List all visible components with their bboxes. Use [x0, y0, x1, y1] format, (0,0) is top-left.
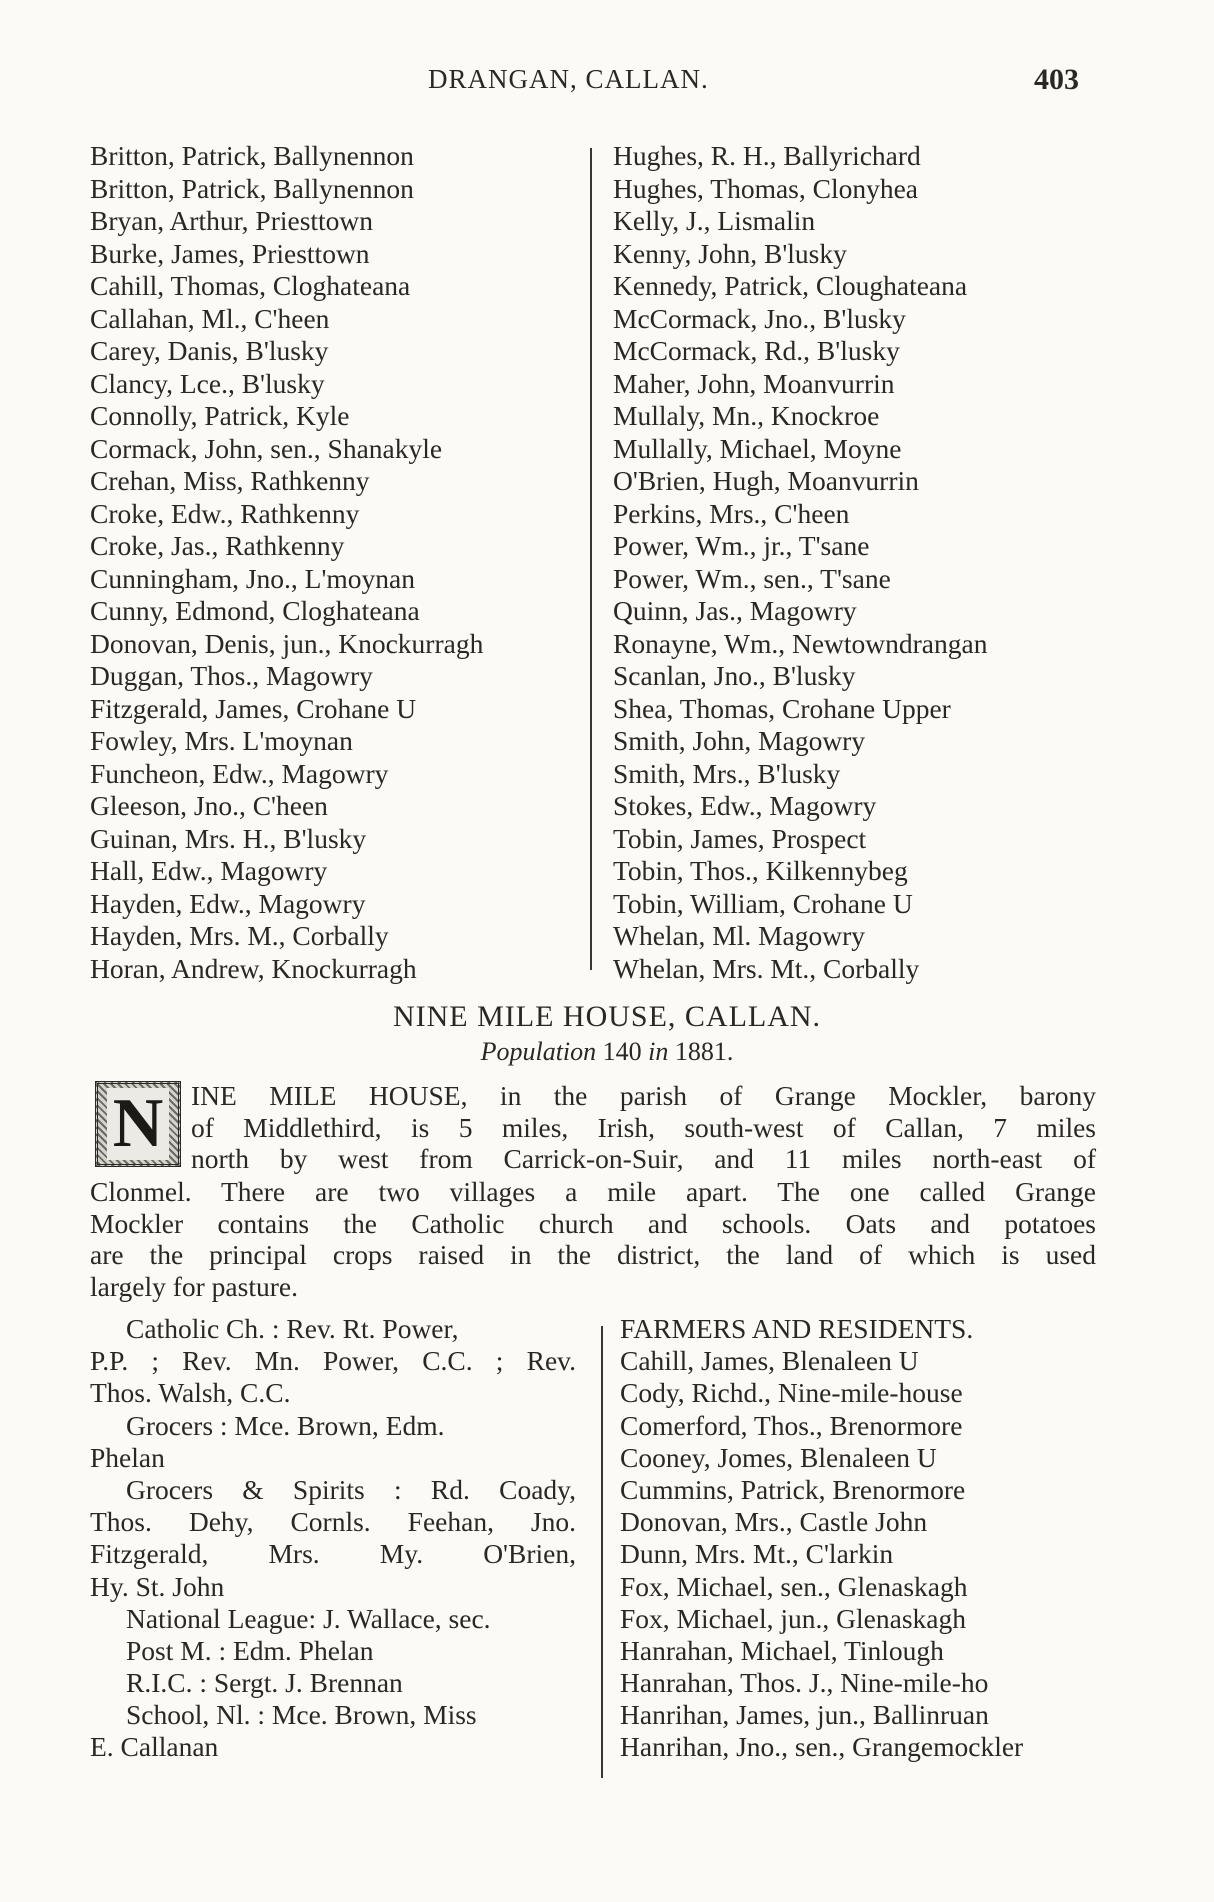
- left-line: Gleeson, Jno., C'heen: [90, 790, 328, 821]
- drangan-left-column: [90, 140, 483, 985]
- right-line: Tobin, Thos., Kilkennybeg: [613, 855, 908, 886]
- farmers-line: Hanrihan, James, jun., Ballinruan: [620, 1699, 989, 1731]
- farmers-line: Hanrahan, Michael, Tinlough: [620, 1634, 944, 1666]
- left-line: Clancy, Lce., B'lusky: [90, 367, 325, 399]
- right-line: Tobin, James, Prospect: [613, 822, 867, 854]
- right-line: McCormack, Rd., B'lusky: [613, 335, 900, 366]
- institutions-line: Thos. Dehy, Cornls. Feehan, Jno.: [90, 1506, 576, 1538]
- intro-paragraph-head: [191, 1080, 1096, 1175]
- institutions-line: E. Callanan: [90, 1731, 219, 1763]
- left-line: Donovan, Denis, jun., Knockurragh: [90, 627, 484, 659]
- right-line: Kennedy, Patrick, Cloughateana: [613, 270, 968, 301]
- left-line: Britton, Patrick, Ballynennon: [90, 140, 414, 171]
- institutions-line: National League: J. Wallace, sec.: [126, 1602, 491, 1634]
- left-line: Connolly, Patrick, Kyle: [90, 400, 350, 431]
- institutions-line: R.I.C. : Sergt. J. Brennan: [126, 1667, 403, 1699]
- left-line: Cunny, Edmond, Cloghateana: [90, 595, 420, 626]
- right-line: Hughes, Thomas, Clonyhea: [613, 172, 919, 204]
- institutions-line: Hy. St. John: [90, 1570, 225, 1602]
- farmers-line: Fox, Michael, sen., Glenaskagh: [620, 1570, 968, 1602]
- farmers-line: Donovan, Mrs., Castle John: [620, 1506, 928, 1538]
- para-head-line: INE MILE HOUSE, in the parish of Grange Mockler, barony: [191, 1080, 1096, 1111]
- left-line: Fitzgerald, James, Crohane U: [90, 692, 417, 724]
- population-value: 140: [602, 1037, 642, 1066]
- institutions-line: Grocers : Mce. Brown, Edm.: [126, 1409, 445, 1441]
- left-line: Carey, Danis, B'lusky: [90, 335, 329, 366]
- right-line: Mullally, Michael, Moyne: [613, 432, 902, 464]
- institutions-column: [90, 1313, 576, 1764]
- left-line: Duggan, Thos., Magowry: [90, 660, 373, 691]
- page-header: [0, 64, 1214, 100]
- right-line: Perkins, Mrs., C'heen: [613, 497, 850, 529]
- farmers-column: [620, 1313, 1023, 1764]
- para-body-line: Clonmel. There are two villages a mile apart. The one called Grange: [90, 1176, 1096, 1207]
- institutions-line: Post M. : Edm. Phelan: [126, 1634, 374, 1666]
- left-line: Funcheon, Edw., Magowry: [90, 757, 389, 789]
- running-title: DRANGAN, CALLAN.: [428, 64, 709, 94]
- institutions-line: Catholic Ch. : Rev. Rt. Power,: [126, 1313, 459, 1344]
- farmers-line: Fox, Michael, jun., Glenaskagh: [620, 1602, 966, 1634]
- right-line: O'Brien, Hugh, Moanvurrin: [613, 465, 919, 496]
- right-line: Stokes, Edw., Magowry: [613, 790, 877, 821]
- left-line: Callahan, Ml., C'heen: [90, 302, 330, 334]
- farmers-line: Dunn, Mrs. Mt., C'larkin: [620, 1538, 894, 1570]
- column-divider: [601, 1326, 603, 1778]
- right-line: Kelly, J., Lismalin: [613, 205, 816, 236]
- para-body-line: largely for pasture.: [90, 1270, 298, 1302]
- left-line: Hayden, Edw., Magowry: [90, 887, 366, 919]
- population-line: [0, 1037, 1214, 1067]
- right-line: Quinn, Jas., Magowry: [613, 595, 857, 626]
- left-line: Croke, Edw., Rathkenny: [90, 497, 360, 529]
- right-line: Tobin, William, Crohane U: [613, 887, 913, 919]
- institutions-line: Phelan: [90, 1441, 165, 1473]
- right-line: Scanlan, Jno., B'lusky: [613, 660, 856, 691]
- institutions-line: Thos. Walsh, C.C.: [90, 1377, 291, 1409]
- institutions-line: P.P. ; Rev. Mn. Power, C.C. ; Rev.: [90, 1345, 576, 1377]
- population-year: 1881.: [674, 1037, 734, 1066]
- left-line: Croke, Jas., Rathkenny: [90, 530, 345, 561]
- farmers-line: Comerford, Thos., Brenormore: [620, 1409, 963, 1441]
- left-line: Cunningham, Jno., L'moynan: [90, 562, 416, 594]
- farmers-line: Cahill, James, Blenaleen U: [620, 1345, 919, 1377]
- para-body-line: are the principal crops raised in the district, the land of which is used: [90, 1239, 1096, 1270]
- institutions-line: Fitzgerald, Mrs. My. O'Brien,: [90, 1538, 576, 1570]
- left-line: Bryan, Arthur, Priesttown: [90, 205, 374, 236]
- right-line: Power, Wm., jr., T'sane: [613, 530, 870, 561]
- right-line: Smith, Mrs., B'lusky: [613, 757, 841, 789]
- left-line: Crehan, Miss, Rathkenny: [90, 465, 370, 496]
- farmers-line: Cummins, Patrick, Brenormore: [620, 1473, 966, 1505]
- right-line: Hughes, R. H., Ballyrichard: [613, 140, 921, 171]
- left-line: Horan, Andrew, Knockurragh: [90, 952, 417, 984]
- right-line: Smith, John, Magowry: [613, 725, 866, 756]
- left-line: Hall, Edw., Magowry: [90, 855, 328, 886]
- left-line: Guinan, Mrs. H., B'lusky: [90, 822, 367, 854]
- right-line: Power, Wm., sen., T'sane: [613, 562, 891, 594]
- population-in: in: [648, 1037, 669, 1066]
- farmers-line: Hanrihan, Jno., sen., Grangemockler: [620, 1731, 1024, 1763]
- farmers-list: [620, 1345, 1023, 1763]
- farmers-line: Cody, Richd., Nine-mile-house: [620, 1377, 963, 1409]
- section-title: NINE MILE HOUSE, CALLAN.: [392, 1000, 822, 1033]
- right-line: Whelan, Mrs. Mt., Corbally: [613, 952, 920, 984]
- right-line: Mullaly, Mn., Knockroe: [613, 400, 880, 431]
- para-head-line: north by west from Carrick-on-Suir, and 11 miles north-east of: [191, 1143, 1096, 1174]
- intro-paragraph-body: [90, 1176, 1096, 1302]
- population-label: Population: [480, 1037, 597, 1066]
- left-line: Britton, Patrick, Ballynennon: [90, 172, 414, 204]
- right-line: McCormack, Jno., B'lusky: [613, 302, 906, 334]
- para-body-line: Mockler contains the Catholic church and schools. Oats and potatoes: [90, 1207, 1096, 1239]
- drop-cap: [95, 1081, 181, 1167]
- right-line: Maher, John, Moanvurrin: [613, 367, 895, 399]
- farmers-line: Hanrahan, Thos. J., Nine-mile-ho: [620, 1667, 989, 1699]
- left-line: Hayden, Mrs. M., Corbally: [90, 920, 389, 951]
- right-line: Shea, Thomas, Crohane Upper: [613, 692, 951, 724]
- drop-cap-letter: N: [107, 1088, 170, 1160]
- left-line: Cormack, John, sen., Shanakyle: [90, 432, 443, 464]
- left-line: Fowley, Mrs. L'moynan: [90, 725, 353, 756]
- page-number: 403: [1034, 63, 1079, 96]
- right-line: Whelan, Ml. Magowry: [613, 920, 866, 951]
- drangan-right-column: [613, 140, 987, 985]
- right-line: Ronayne, Wm., Newtowndrangan: [613, 627, 988, 659]
- institutions-line: School, Nl. : Mce. Brown, Miss: [126, 1699, 477, 1731]
- left-line: Burke, James, Priesttown: [90, 237, 370, 269]
- left-line: Cahill, Thomas, Cloghateana: [90, 270, 411, 301]
- institutions-line: Grocers & Spirits : Rd. Coady,: [126, 1473, 576, 1505]
- farmers-heading: FARMERS AND RESIDENTS.: [620, 1313, 974, 1344]
- column-divider: [590, 148, 592, 970]
- para-head-line: of Middlethird, is 5 miles, Irish, south-west of Callan, 7 miles: [191, 1111, 1096, 1143]
- right-line: Kenny, John, B'lusky: [613, 237, 847, 269]
- farmers-line: Cooney, Jomes, Blenaleen U: [620, 1441, 937, 1473]
